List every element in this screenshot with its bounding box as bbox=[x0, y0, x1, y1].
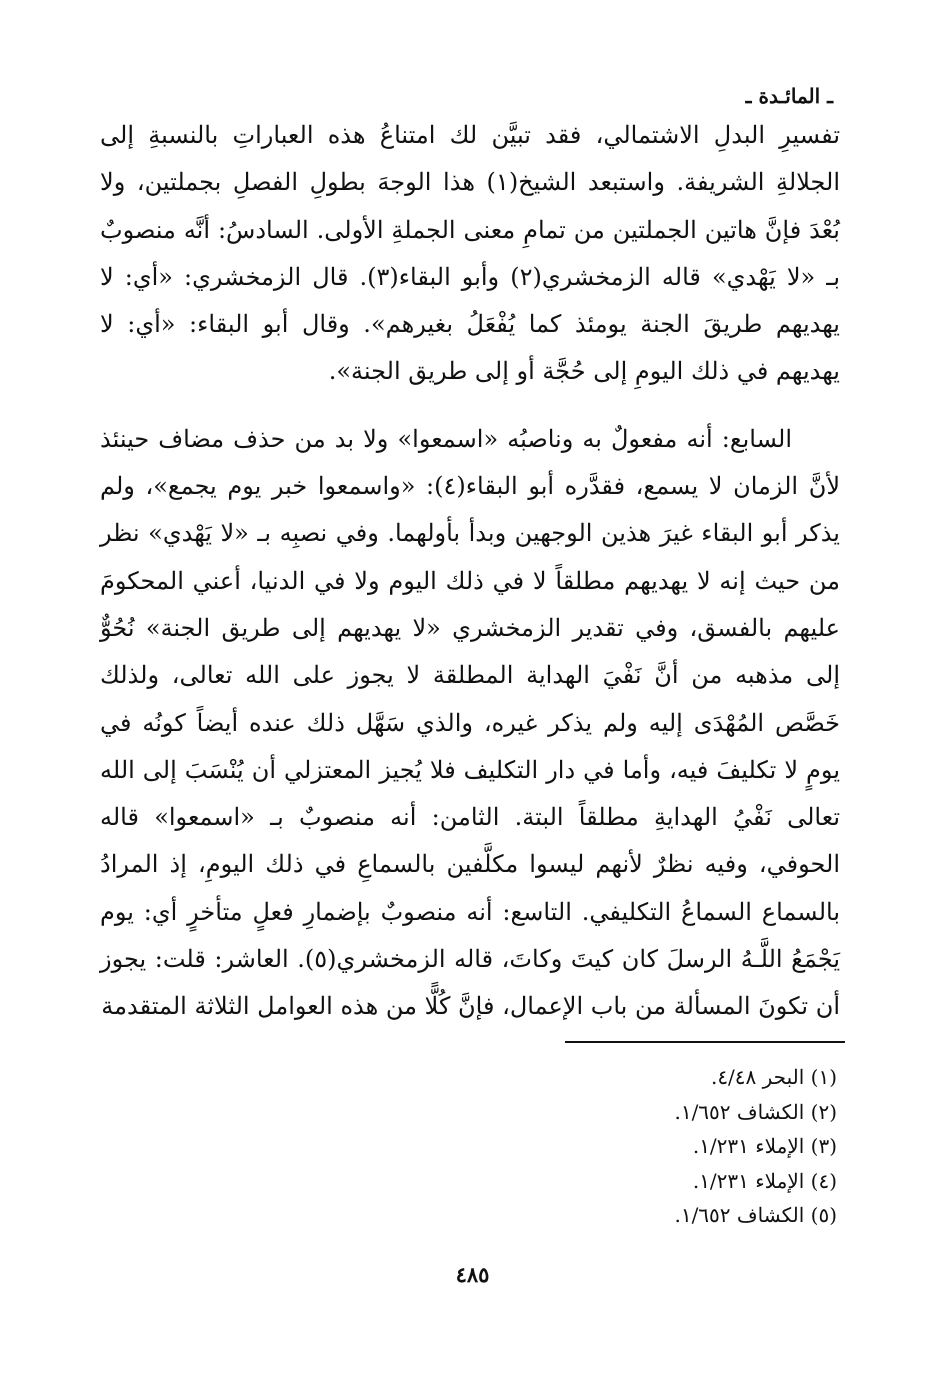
paragraph: تفسيرِ البدلِ الاشتمالي، فقد تبيَّن لك امتناعُ هذه العباراتِ بالنسبةِ إلى الجلالةِ الشريفة. واستبعد الشيخ(١) هذا الوجهَ بطولِ الفصلِ بجملتين، ولا بُعْدَ فإنَّ هاتين الجملتين من تمامِ معنى الجملةِ الأولى. السادسُ: أنَّه منصوبٌ بـ «لا يَهْدي» قاله الزمخشري(٢) وأبو البقاء(٣). قال الزمخشري: «أي: لا يهديهم طريقَ الجنة يومئذ كما يُفْعَلُ بغيرهم». وقال أبو البقاء: «أي: لا يهديهم في ذلك اليومِ إلى حُجَّة أو إلى طريق الجنة». bbox=[100, 121, 840, 386]
running-head: ـ المائـدة ـ bbox=[745, 84, 833, 108]
footnote: (١) البحر ٤/٤٨. bbox=[710, 1065, 837, 1089]
paragraph: السابع: أنه مفعولٌ به وناصبُه «اسمعوا» ولا بد من حذف مضاف حينئذ لأنَّ الزمان لا يسمع، فقدَّره أبو البقاء(٤): «واسمعوا خبر يوم يجمع»، ولم يذكر أبو البقاء غيرَ هذين الوجهين وبدأ بأولهما. وفي نصبِه بـ «لا يَهْدي» نظر من حيث إنه لا يهديهم مطلقاً لا في ذلك اليوم ولا في الدنيا، أعني المحكومَ عليهم بالفسق، وفي تقدير الزمخشري «لا يهديهم إلى طريق الجنة» نُحُوٌّ إلى مذهبه من أنَّ نَفْيَ الهداية المطلقة لا يجوز على الله تعالى، ولذلك خَصَّص المُهْدَى إليه ولم يذكر غيره، والذي سَهَّل ذلك عنده أيضاً كونُه في يومٍ لا تكليفَ فيه، وأما في دار التكليف فلا يُجيز المعتزلي أن يُنْسَبَ إلى الله تعالى نَفْيُ الهدايةِ مطلقاً البتة. الثامن: أنه منصوبٌ بـ «اسمعوا» قاله الحوفي، وفيه نظرٌ لأنهم ليسوا مكلَّفين بالسماعِ في ذلك اليومِ، إذ المرادُ بالسماع السماعُ التكليفي. التاسع: أنه منصوبٌ بإضمارِ فعلٍ متأخرٍ أي: يوم يَجْمَعُ اللَّـهُ الرسلَ كان كيتَ وكاتَ، قاله الزمخشري(٥). العاشر: قلت: يجوز أن تكونَ المسألة من باب الإعمال، فإنَّ كُلًّا من هذه العوامل الثلاثة المتقدمة bbox=[100, 424, 841, 1021]
page-number: ٤٨٥ bbox=[455, 1262, 490, 1287]
footnote: (٢) الكشاف ١/٦٥٢. bbox=[674, 1099, 837, 1124]
footnote: (٤) الإملاء ١/٢٣١. bbox=[692, 1168, 837, 1193]
footnote: (٣) الإملاء ١/٢٣١. bbox=[692, 1134, 837, 1158]
main-text bbox=[100, 112, 840, 1031]
footnote: (٥) الكشاف ١/٦٥٢. bbox=[674, 1203, 837, 1227]
footnote-divider bbox=[565, 1041, 845, 1043]
footnotes-list bbox=[437, 1060, 837, 1233]
